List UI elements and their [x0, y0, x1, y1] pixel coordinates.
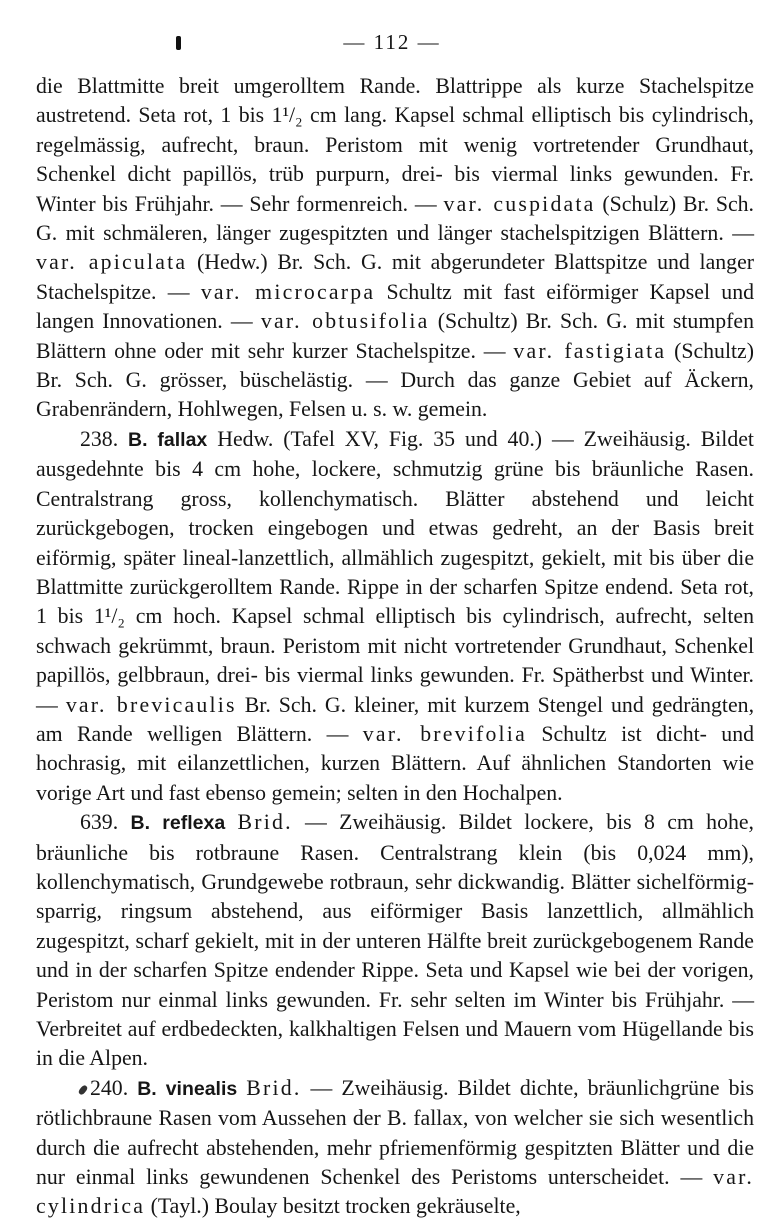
- variety-name: var. obtusifolia: [260, 309, 430, 334]
- text-run: — Zweihäusig. Bildet dichte, bräunlichgrüne bis rötlichbraune Rasen vom Aussehen der B. fallax, von welcher sie sich wesentlich durch die aufrecht abstehenden, mehr pfriemenförmig gespitzten Blätter und die nur einmal links gewundenen Schenkel des Peristoms unterscheidet. —: [36, 1075, 755, 1190]
- page-number: — 112 —: [343, 30, 441, 54]
- text-run: die Blattmitte breit umgerolltem Rande. Blattrippe als kurze Stachelspitze austretend. Seta rot, 1 bis 1¹/₂ cm lang. Kapsel schmal elliptisch bis cylindrisch, regelmässig, aufrecht, braun. Peristom mit wenig vortretender Grundhaut, Schenkel dicht papillös, trüb purpurn, drei- bis viermal links gewunden. Fr. Winter bis Frühjahr. — Sehr formenreich. —: [36, 74, 754, 216]
- text-run: (Schultz) Br. Sch. G. mit stumpfen Blättern ohne oder mit sehr kurzer Stachelspitze. —: [36, 309, 754, 363]
- author-name: Brid.: [237, 810, 293, 835]
- species-entry-reflexa: [36, 808, 754, 1074]
- text-run: Hedw. (Tafel XV, Fig. 35 und 40.) — Zweihäusig. Bildet ausgedehnte bis 4 cm hohe, lockere, schmutzig grüne bis bräunliche Rasen. Centralstrang gross, kollenchymatisch. Blätter abstehend und leicht zurückgebogen, trocken eingebogen und etwas gedreht, an der Basis breit eiförmig, später lineal-lanzettlich, allmählich zugespitzt, gekielt, mit bis über die Blattmitte zurückgerolltem Rande. Rippe in der scharfen Spitze endend. Seta rot, 1 bis 1¹/₂ cm hoch. Kapsel schmal elliptisch bis cylindrisch, aufrecht, selten schwach gekrümmt, braun. Peristom mit nicht vortretender Grundhaut, Schenkel papillös, gelbbraun, drei- bis viermal links gewunden. Fr. Spätherbst und Winter. —: [36, 426, 754, 717]
- text-run: Schultz ist dicht- und hochrasig, mit eilanzettlichen, kurzen Blättern. Auf ähnlichen Standorten wie vorige Art und fast ebenso gemein; selten in den Hochalpen.: [36, 721, 754, 805]
- variety-name: var. brevifolia: [362, 721, 527, 746]
- variety-name: var. microcarpa: [200, 279, 376, 304]
- species-entry-fallax: [36, 425, 754, 808]
- species-name: B. vinealis: [137, 1077, 238, 1100]
- text-run: (Schultz) Br. Sch. G. grösser, büschelästig. — Durch das ganze Gebiet auf Äckern, Grabenrändern, Hohlwegen, Felsen u. s. w. gemein.: [36, 338, 754, 422]
- species-number: 639.: [80, 810, 131, 835]
- variety-name: var. fastigiata: [513, 338, 667, 363]
- paragraph-continuation: [36, 72, 754, 425]
- body-text: [36, 72, 754, 1222]
- text-run: Br. Sch. G. kleiner, mit kurzem Stengel und gedrängten, am Rande welligen Blättern. —: [36, 692, 755, 746]
- variety-name: var. cuspidata: [443, 191, 596, 216]
- text-run: Schultz mit fast eiförmiger Kapsel und langen Innovationen. —: [36, 279, 754, 334]
- species-name: B. reflexa: [130, 812, 226, 835]
- ink-dot-icon: [77, 1084, 88, 1096]
- species-number: 238.: [80, 426, 129, 451]
- text-run: — Zweihäusig. Bildet lockere, bis 8 cm hohe, bräunliche bis rotbraune Rasen. Centralstrang klein (bis 0,024 mm), kollenchymatisch, Grundgewebe rotbraun, sehr dickwandig. Blätter sichelförmig-sparrig, ringsum abstehend, aus eiförmiger Basis lanzettlich, allmählich zugespitzt, scharf gekielt, mit in der unteren Hälfte breit zurückgebogenem Rande und in der scharfen Spitze endender Rippe. Seta und Kapsel wie bei der vorigen, Peristom nur einmal links gewunden. Fr. sehr selten im Winter bis Frühjahr. — Verbreitet auf erdbedeckten, kalkhaltigen Felsen und Mauern vom Hügellande bis in die Alpen.: [36, 810, 754, 1071]
- variety-name: var. cylindrica: [36, 1165, 754, 1219]
- variety-name: var. apiculata: [36, 250, 188, 275]
- text-run: (Hedw.) Br. Sch. G. mit abgerundeter Blattspitze und langer Stachelspitze. —: [36, 250, 755, 304]
- page-header: [0, 30, 784, 54]
- species-name: B. fallax: [128, 428, 208, 451]
- text-run: (Tayl.) Boulay besitzt trocken gekräuselte,: [145, 1194, 521, 1219]
- species-number: 240.: [90, 1075, 138, 1100]
- author-name: Brid.: [246, 1075, 302, 1100]
- variety-name: var. brevicaulis: [65, 692, 237, 717]
- text-run: (Schulz) Br. Sch. G. mit schmäleren, länger zugespitzten und länger stachelspitzigen Blättern. —: [36, 191, 754, 246]
